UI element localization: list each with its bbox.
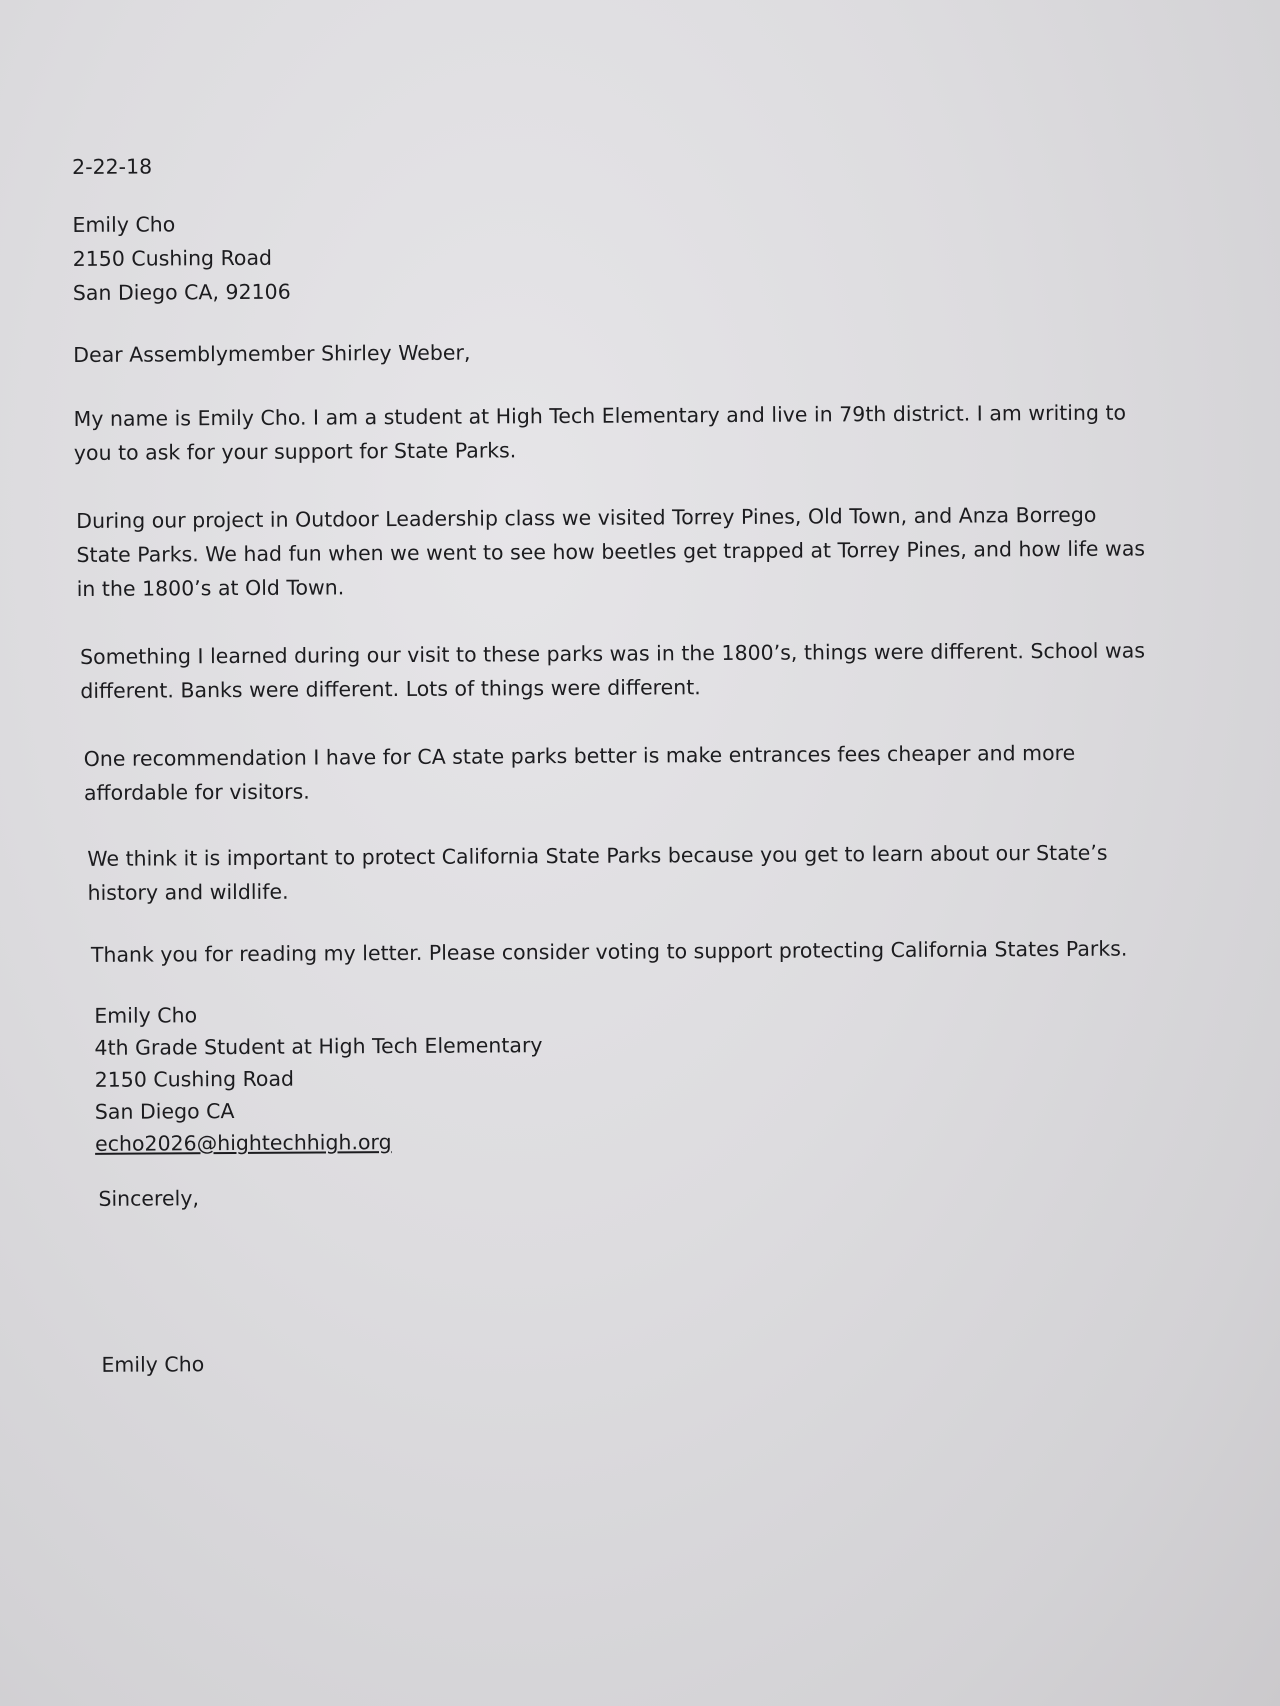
- paragraph-learned: [80, 633, 1190, 708]
- paragraph-line: State Parks. We had fun when we went to see how beetles get trapped at Torrey Pines, and how life was: [76, 536, 1146, 567]
- sender-name: Emily Cho: [72, 212, 176, 237]
- sender-street: 2150 Cushing Road: [72, 245, 273, 271]
- paragraph-line: My name is Emily Cho. I am a student at High Tech Elementary and live in 79th district. I am writing to: [73, 400, 1127, 431]
- signature-block: [94, 997, 543, 1160]
- paragraph-importance: [87, 835, 1197, 910]
- paragraph-line: We think it is important to protect California State Parks because you get to learn about our State’s: [87, 840, 1108, 871]
- letter-body: [72, 143, 1192, 1377]
- paragraph-line: you to ask for your support for State Parks.: [73, 438, 517, 465]
- signature-email-link[interactable]: echo2026@hightechhigh.org: [94, 1130, 392, 1156]
- closing: Sincerely,: [98, 1186, 200, 1211]
- paragraph-intro: [74, 395, 1184, 470]
- letter-date: 2-22-18: [72, 154, 153, 179]
- sender-address: [72, 207, 290, 310]
- paragraph-thanks: [91, 931, 1201, 972]
- sender-city: San Diego CA, 92106: [72, 279, 291, 305]
- paragraph-line: Thank you for reading my letter. Please consider voting to support protecting California States Parks.: [90, 936, 1128, 967]
- paragraph-project: [76, 497, 1187, 606]
- paragraph-line: in the 1800’s at Old Town.: [76, 575, 345, 601]
- paragraph-recommendation: [84, 735, 1194, 810]
- signature-name: Emily Cho: [94, 1003, 198, 1028]
- signature-city: San Diego CA: [94, 1099, 235, 1124]
- paragraph-line: different. Banks were different. Lots of things were different.: [80, 675, 701, 703]
- paragraph-line: Something I learned during our visit to these parks was in the 1800’s, things were different. School was: [80, 638, 1146, 669]
- signature-street: 2150 Cushing Road: [94, 1066, 295, 1092]
- signature-title: 4th Grade Student at High Tech Elementary: [94, 1033, 543, 1060]
- signed-name: Emily Cho: [101, 1352, 205, 1377]
- paragraph-line: One recommendation I have for CA state parks better is make entrances fees cheaper and more: [83, 740, 1076, 771]
- paragraph-line: affordable for visitors.: [83, 779, 310, 805]
- paragraph-line: history and wildlife.: [87, 879, 289, 905]
- paragraph-line: During our project in Outdoor Leadership class we visited Torrey Pines, Old Town, and Anza Borrego: [76, 502, 1097, 533]
- salutation: Dear Assemblymember Shirley Weber,: [73, 340, 471, 367]
